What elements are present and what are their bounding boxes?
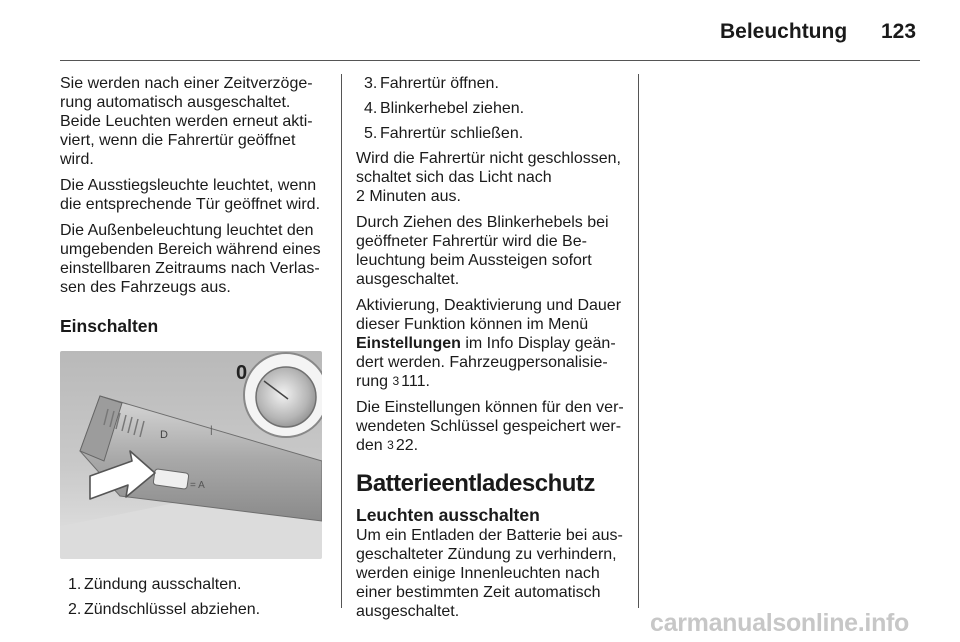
turn-signal-lever-illustration-icon [60, 351, 322, 559]
list-item [356, 99, 624, 118]
list-item [356, 124, 624, 143]
svg-text:D: D [160, 429, 168, 441]
step-number: 2. [68, 601, 82, 618]
figure-inset-label: 0 [236, 362, 248, 384]
list-item [60, 575, 326, 594]
step-number: 5. [364, 125, 378, 142]
steps-list-left [60, 575, 326, 619]
step-number: 4. [364, 100, 378, 117]
paragraph: Sie werden nach einer Zeitverzöge- rung automatisch ausgeschaltet. Beide Leuchten werden erneut akti- viert, wenn die Fahrertür geöffnet wird. [60, 75, 313, 168]
step-number: 3. [364, 75, 378, 92]
watermark: carmanualsonline.info [650, 609, 910, 637]
step-text: Zündung ausschalten. [84, 576, 242, 593]
list-item [60, 600, 326, 619]
paragraph: Durch Ziehen des Blinkerhebels bei geöffneter Fahrertür wird die Be- leuchtung beim Aussteigen sofort ausgeschaltet. [356, 214, 609, 288]
section-heading: Batterieentladeschutz [356, 470, 595, 497]
page-number: 123 [881, 20, 917, 43]
paragraph: Wird die Fahrertür nicht geschlossen, schaltet sich das Licht nach 2 Minuten aus. [356, 150, 621, 205]
page-reference: 111. [401, 373, 430, 390]
paragraph: Die Außenbeleuchtung leuchtet den umgebenden Bereich während eines einstellbaren Zeitraums nach Verlas- sen des Fahrzeugs aus. [60, 222, 321, 296]
step-text: Zündschlüssel abziehen. [84, 601, 261, 618]
steps-list-right [356, 74, 624, 143]
page-reference-icon: 3 [392, 374, 400, 388]
step-text: Blinkerhebel ziehen. [380, 100, 525, 117]
text-span: im Info Display geän- dert werden. Fahrzeugpersonalisie- rung [356, 335, 616, 390]
menu-name-einstellungen: Einstellungen [356, 335, 461, 352]
list-item [356, 74, 624, 93]
subsection-heading: Leuchten ausschalten [356, 505, 540, 525]
step-text: Fahrertür schließen. [380, 125, 524, 142]
text-span: Die Einstellungen können für den ver- wendeten Schlüssel gespeichert wer- den [356, 399, 624, 454]
left-column [60, 74, 326, 625]
svg-text:|: | [210, 425, 213, 436]
header-rule [60, 60, 920, 61]
paragraph-menu-settings [356, 296, 624, 391]
text-span: Aktivierung, Deaktivierung und Dauer dieser Funktion können im Menü [356, 297, 622, 333]
step-number: 1. [68, 576, 82, 593]
subheading-einschalten: Einschalten [60, 316, 159, 336]
column-divider-right [638, 74, 639, 608]
paragraph-key-settings [356, 398, 624, 455]
step-text: Fahrertür öffnen. [380, 75, 499, 92]
page-header-title: Beleuchtung [720, 20, 848, 43]
page-reference-icon: 3 [387, 438, 394, 452]
column-divider-left [341, 74, 342, 608]
right-column [356, 74, 624, 628]
svg-text:= A: = A [190, 480, 205, 491]
page-reference: 22. [395, 437, 419, 454]
turn-signal-lever-figure [60, 351, 322, 559]
paragraph: Die Ausstiegsleuchte leuchtet, wenn die entsprechende Tür geöffnet wird. [60, 177, 321, 213]
paragraph: Um ein Entladen der Batterie bei aus- geschalteter Zündung zu verhindern, werden einige Innenleuchten nach einer bestimmten Zeit automatisch ausgeschaltet. [356, 527, 623, 620]
